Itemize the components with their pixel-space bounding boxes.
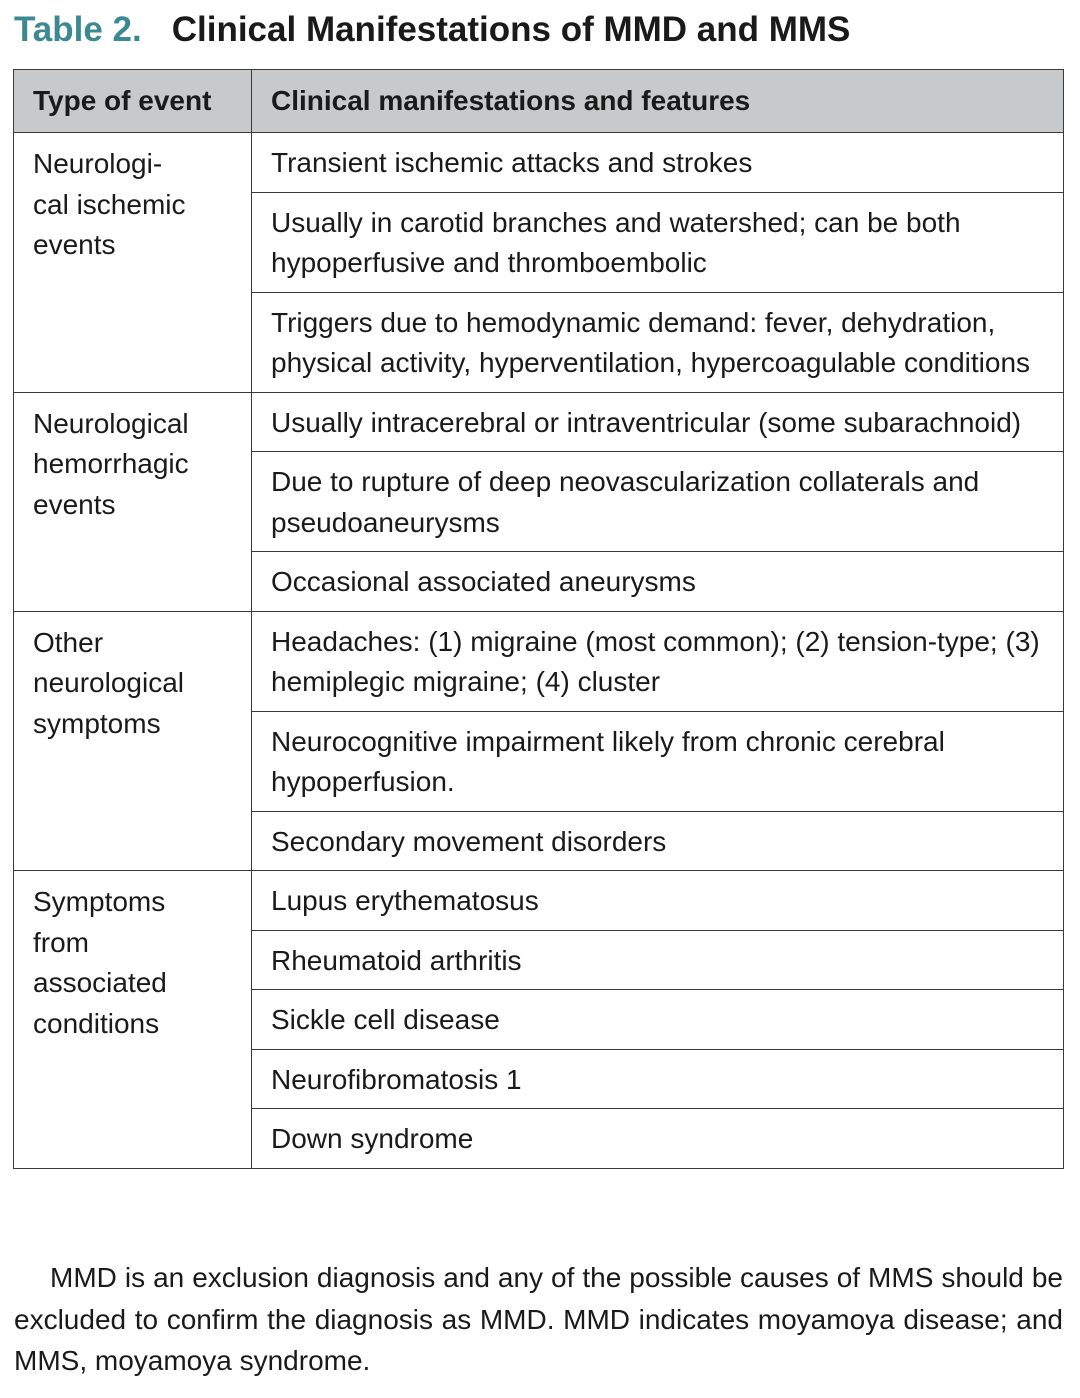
table-row <box>14 871 1064 931</box>
table-row <box>14 133 1064 193</box>
feature-cell: Transient ischemic attacks and strokes <box>252 133 1064 193</box>
feature-cell: Triggers due to hemodynamic demand: fever, dehydration, physical activity, hyperventilation, hypercoagulable conditions <box>252 292 1064 392</box>
feature-cell: Lupus erythematosus <box>252 871 1064 931</box>
event-type-cell <box>14 133 252 393</box>
table-header-row <box>14 70 1064 133</box>
table-footnote: MMD is an exclusion diagnosis and any of the possible causes of MMS should be excluded to confirm the diagnosis as MMD. MMD indicates moyamoya disease; and MMS, moyamoya syndrome. <box>14 1262 1063 1376</box>
feature-cell: Secondary movement disorders <box>252 811 1064 871</box>
feature-cell: Usually intracerebral or intraventricular (some subarachnoid) <box>252 392 1064 452</box>
feature-cell: Occasional associated aneurysms <box>252 552 1064 612</box>
feature-cell: Usually in carotid branches and watershed; can be both hypoperfusive and thromboembolic <box>252 192 1064 292</box>
table-title-text: Clinical Manifestations of MMD and MMS <box>171 10 851 49</box>
table-row <box>14 392 1064 452</box>
feature-cell: Down syndrome <box>252 1109 1064 1169</box>
feature-cell: Neurocognitive impairment likely from chronic cerebral hypoperfusion. <box>252 711 1064 811</box>
event-type-cell <box>14 611 252 871</box>
column-header-type: Type of event <box>14 70 252 133</box>
event-type-label: Symptoms from associated conditions <box>33 886 167 1039</box>
column-header-features: Clinical manifestations and features <box>252 70 1064 133</box>
feature-cell: Headaches: (1) migraine (most common); (2) tension-type; (3) hemiplegic migraine; (4) cluster <box>252 611 1064 711</box>
feature-cell: Due to rupture of deep neovascularization collaterals and pseudoaneurysms <box>252 452 1064 552</box>
event-type-label: Other neurological symptoms <box>33 626 184 739</box>
feature-cell: Neurofibromatosis 1 <box>252 1049 1064 1109</box>
event-type-cell <box>14 871 252 1169</box>
feature-cell: Sickle cell disease <box>252 990 1064 1050</box>
feature-cell: Rheumatoid arthritis <box>252 930 1064 990</box>
event-type-cell <box>14 392 252 611</box>
event-type-label: Neurological hemorrhagic events <box>33 407 189 520</box>
table-title <box>14 8 850 52</box>
manifestations-table <box>13 69 1064 1169</box>
table-number-label: Table 2. <box>14 10 142 49</box>
table-row <box>14 611 1064 711</box>
event-type-label: Neurologi- cal ischemic events <box>33 148 186 260</box>
